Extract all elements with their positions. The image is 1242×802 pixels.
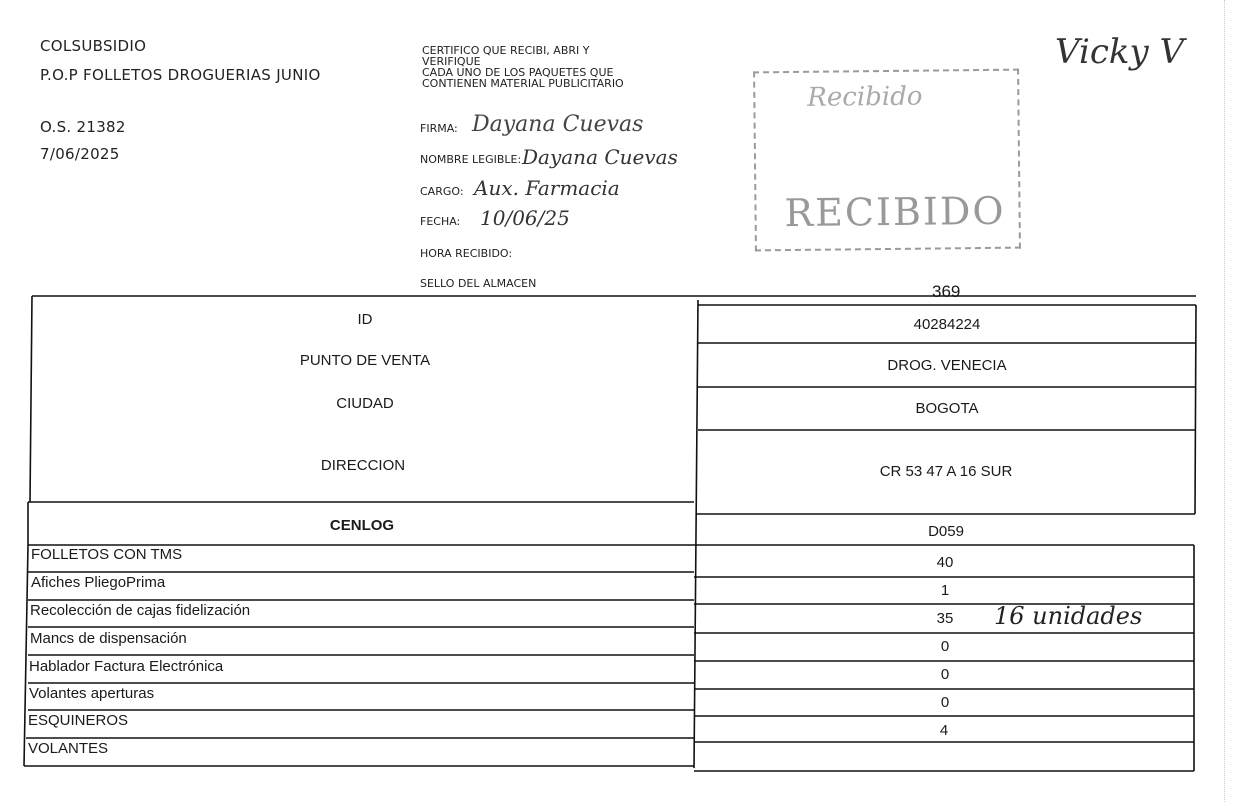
item-value: 0 (940, 666, 950, 683)
serial-number: 369 (932, 282, 961, 301)
campaign-title: P.O.P FOLLETOS DROGUERIAS JUNIO (40, 66, 321, 84)
id-label: ID (357, 311, 373, 328)
cargo-label: CARGO: (420, 185, 464, 198)
firma-label: FIRMA: (420, 122, 458, 135)
ciudad-label: CIUDAD (336, 395, 394, 412)
cargo-value: Aux. Farmacia (474, 176, 620, 200)
company-name: COLSUBSIDIO (40, 37, 147, 55)
item-value: 0 (940, 694, 950, 711)
nombre-value: Dayana Cuevas (522, 145, 678, 169)
item-label: Hablador Factura Electrónica (29, 658, 224, 675)
item-value: 4 (939, 722, 949, 739)
item-value: 35 (936, 610, 954, 627)
id-value: 40284224 (913, 316, 981, 333)
item-label: Recolección de cajas fidelización (30, 602, 251, 619)
item-value: 40 (936, 554, 954, 571)
cert-line: CADA UNO DE LOS PAQUETES QUE (422, 66, 614, 79)
item-value: 1 (940, 582, 950, 599)
corner-signature: Vicky V (1055, 32, 1185, 72)
item-label: Volantes aperturas (29, 685, 155, 702)
nombre-label: NOMBRE LEGIBLE: (420, 153, 522, 166)
item-label: ESQUINEROS (28, 712, 129, 729)
punto-venta-value: DROG. VENECIA (887, 357, 1007, 374)
ciudad-value: BOGOTA (915, 400, 979, 417)
punto-venta-label: PUNTO DE VENTA (299, 352, 431, 369)
cenlog-value: D059 (928, 523, 964, 540)
sello-label: SELLO DEL ALMACEN (420, 277, 537, 290)
cert-line: VERIFIQUE (422, 55, 481, 68)
hora-label: HORA RECIBIDO: (420, 247, 513, 260)
item-label: Mancs de dispensación (30, 630, 187, 647)
order-number: O.S. 21382 (40, 118, 126, 136)
item-label: VOLANTES (28, 740, 109, 757)
direccion-value: CR 53 47 A 16 SUR (879, 463, 1013, 480)
direccion-label: DIRECCION (320, 457, 406, 474)
cert-line: CONTIENEN MATERIAL PUBLICITARIO (422, 77, 624, 90)
cert-line: CERTIFICO QUE RECIBI, ABRI Y (422, 44, 590, 57)
firma-signature: Dayana Cuevas (472, 112, 644, 137)
document-date: 7/06/2025 (40, 145, 120, 163)
fecha-value: 10/06/25 (480, 206, 570, 230)
stamp-top-text: Recibido (807, 81, 923, 113)
item-label: FOLLETOS CON TMS (31, 546, 183, 563)
fecha-label: FECHA: (420, 215, 461, 228)
item-value: 0 (940, 638, 950, 655)
stamp-bottom-text: RECIBIDO (784, 188, 1006, 236)
scan-edge (1224, 0, 1226, 802)
item-label: Afiches PliegoPrima (31, 574, 166, 591)
handwritten-note: 16 unidades (994, 602, 1143, 630)
cenlog-label: CENLOG (329, 517, 395, 534)
